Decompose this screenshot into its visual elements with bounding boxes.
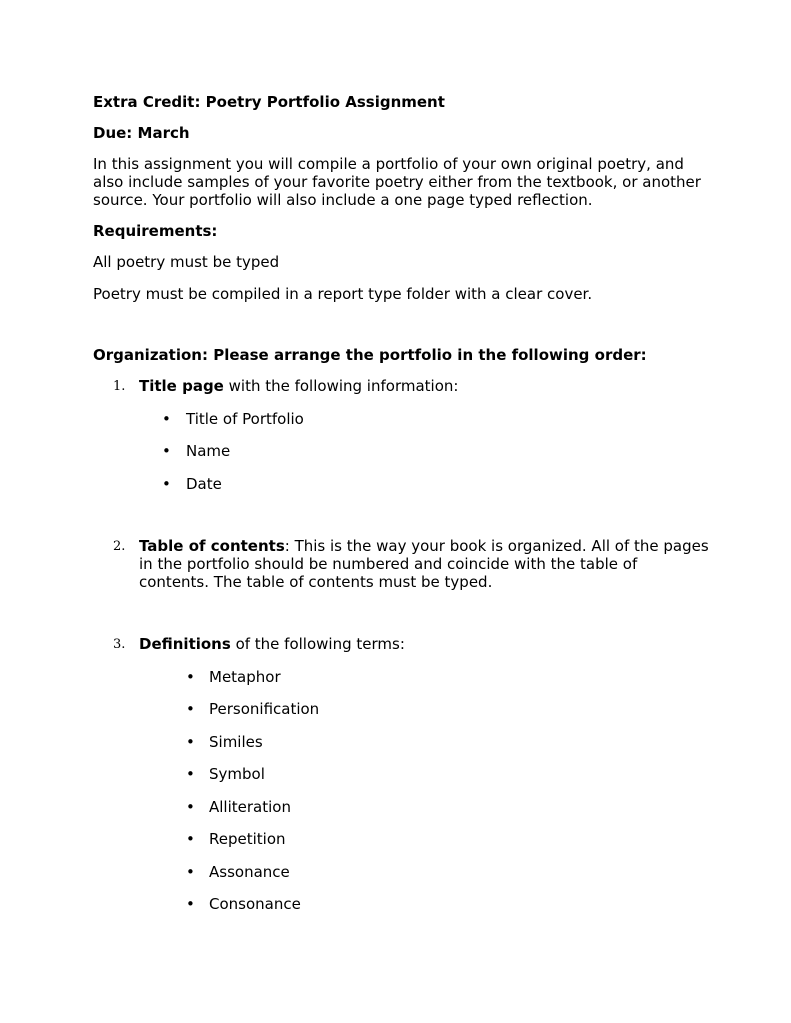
bullet-item: Consonance [209,895,301,913]
bullet-item: Metaphor [209,668,281,686]
bullet-item: Assonance [209,863,290,881]
bullet-item: Name [186,442,231,460]
bullet-item: Similes [209,733,263,751]
list-number: 3. [113,637,126,652]
bullet-icon: • [186,700,195,718]
bullet-item: Personification [209,700,320,718]
intro-paragraph: In this assignment you will compile a portfolio of your own original poetry, and also include samples of your favorite poetry either from the textbook, or another source. Your portfolio will also include a one page typed reflection. [93,155,701,209]
bullet-item: Date [186,475,222,493]
list-item-table-of-contents [139,537,709,591]
bullet-item: Alliteration [209,798,291,816]
item-bold-label: Table of contents [139,537,285,555]
bullet-icon: • [162,475,171,493]
requirements-heading: Requirements: [93,222,218,240]
requirement-item: Poetry must be compiled in a report type folder with a clear cover. [93,285,593,303]
organization-heading: Organization: Please arrange the portfolio in the following order: [93,346,647,364]
item-description: with the following information: [223,377,459,395]
bullet-item: Symbol [209,765,265,783]
item-description: : This is the way your book is organized. All of the pages in the portfolio should be numbered and coincide with the table of contents. The table of contents must be typed. [139,537,709,591]
list-number: 1. [113,379,126,394]
bullet-icon: • [162,442,171,460]
bullet-item: Title of Portfolio [186,410,304,428]
item-description: of the following terms: [230,635,405,653]
item-bold-label: Title page [139,377,224,395]
bullet-icon: • [186,830,195,848]
bullet-item: Repetition [209,830,286,848]
bullet-icon: • [186,733,195,751]
bullet-icon: • [186,668,195,686]
due-date: Due: March [93,124,190,142]
bullet-icon: • [186,863,195,881]
bullet-icon: • [186,895,195,913]
list-item-title-page [139,377,709,395]
bullet-icon: • [162,410,171,428]
requirement-item: All poetry must be typed [93,253,280,271]
bullet-icon: • [186,765,195,783]
list-item-definitions [139,635,709,653]
list-number: 2. [113,539,126,554]
item-bold-label: Definitions [139,635,231,653]
assignment-title: Extra Credit: Poetry Portfolio Assignment [93,93,445,111]
bullet-icon: • [186,798,195,816]
